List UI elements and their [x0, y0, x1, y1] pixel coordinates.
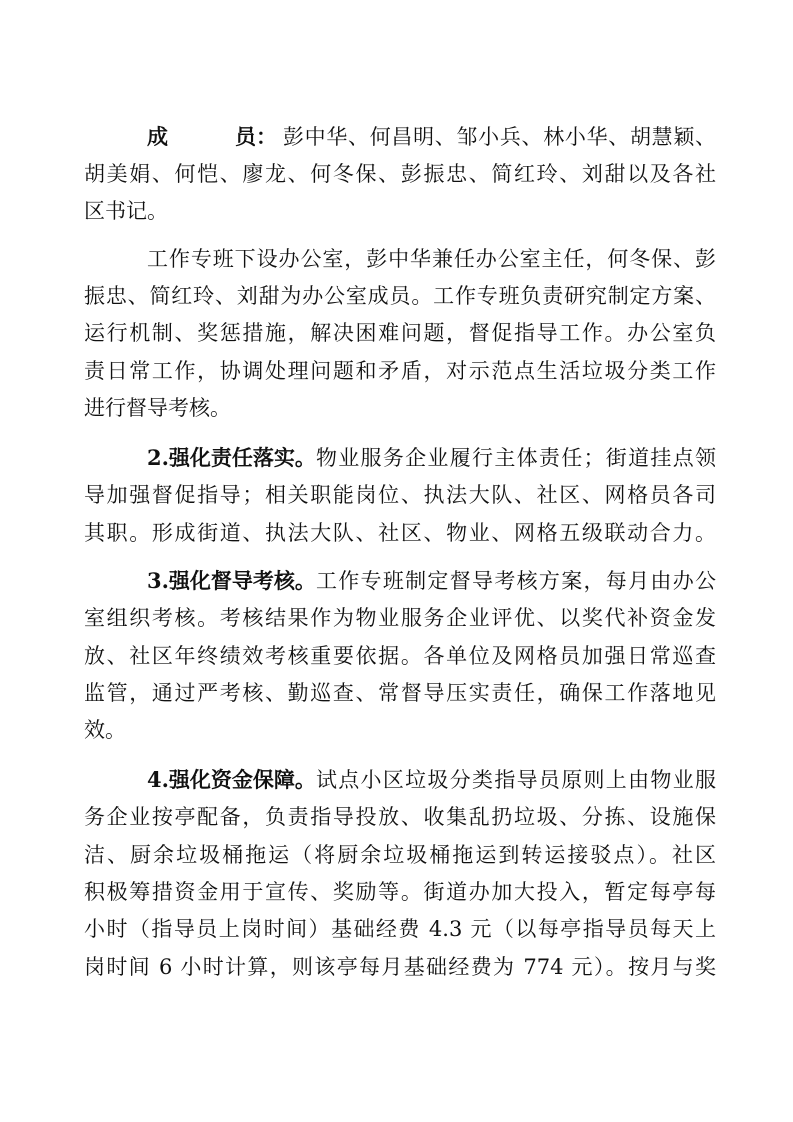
section3-heading: 3.强化督导考核。: [147, 568, 316, 593]
office-line-4: 责日常工作，协调处理问题和矛盾，对示范点生活垃圾分类工作: [84, 359, 716, 383]
office-line-1: 工作专班下设办公室，彭中华兼任办公室主任，何冬保、彭: [147, 247, 716, 271]
section4-heading: 4.强化资金保障。: [147, 767, 316, 792]
section2-line-1: [147, 440, 716, 476]
members-label-left: 成: [147, 124, 168, 149]
section2-line-3: 其职。形成街道、执法大队、社区、物业、网格五级联动合力。: [84, 521, 716, 545]
members-label-right: 员：: [235, 124, 277, 149]
office-line-3: 运行机制、奖惩措施，解决困难问题，督促指导工作。办公室负: [84, 321, 716, 345]
section2-line-1-text: 物业服务企业履行主体责任；街道挂点领: [315, 446, 716, 470]
section2-heading: 2.强化责任落实。: [147, 445, 316, 470]
section3-line-2: 室组织考核。考核结果作为物业服务企业评优、以奖代补资金发: [84, 606, 716, 630]
section3-line-3: 放、社区年终绩效考核重要依据。各单位及网格员加强日常巡查: [84, 644, 716, 668]
section3-line-5: 效。: [84, 718, 126, 742]
members-names: 彭中华、何昌明、邹小兵、林小华、胡慧颖、: [283, 125, 716, 149]
members-line-1: [147, 119, 716, 155]
office-line-5: 进行督导考核。: [84, 396, 231, 420]
section2-line-2: 导加强督促指导；相关职能岗位、执法大队、社区、网格员各司: [84, 483, 716, 507]
section4-line-2: 务企业按亭配备，负责指导投放、收集乱扔垃圾、分拣、设施保: [84, 805, 716, 829]
section4-line-3: 洁、厨余垃圾桶拖运（将厨余垃圾桶拖运到转运接驳点）。社区: [84, 843, 716, 867]
section3-line-1: [147, 563, 716, 599]
office-line-2: 振忠、简红玲、刘甜为办公室成员。工作专班负责研究制定方案、: [84, 284, 716, 308]
section3-line-4: 监管，通过严考核、勤巡查、常督导压实责任，确保工作落地见: [84, 681, 716, 705]
members-line-3: 区书记。: [84, 199, 168, 223]
section3-line-1-text: 工作专班制定督导考核方案，每月由办公: [315, 569, 716, 593]
section4-line-4: 积极筹措资金用于宣传、奖励等。街道办加大投入，暂定每亭每: [84, 880, 716, 904]
members-line-2: 胡美娟、何恺、廖龙、何冬保、彭振忠、简红玲、刘甜以及各社: [84, 162, 716, 186]
section4-line-6: 岗时间 6 小时计算，则该亭每月基础经费为 774 元）。按月与奖: [84, 955, 716, 979]
section4-line-1-text: 试点小区垃圾分类指导员原则上由物业服: [315, 768, 716, 792]
section4-line-5: 小时（指导员上岗时间）基础经费 4.3 元（以每亭指导员每天上: [84, 917, 716, 941]
section4-line-1: [147, 762, 716, 798]
